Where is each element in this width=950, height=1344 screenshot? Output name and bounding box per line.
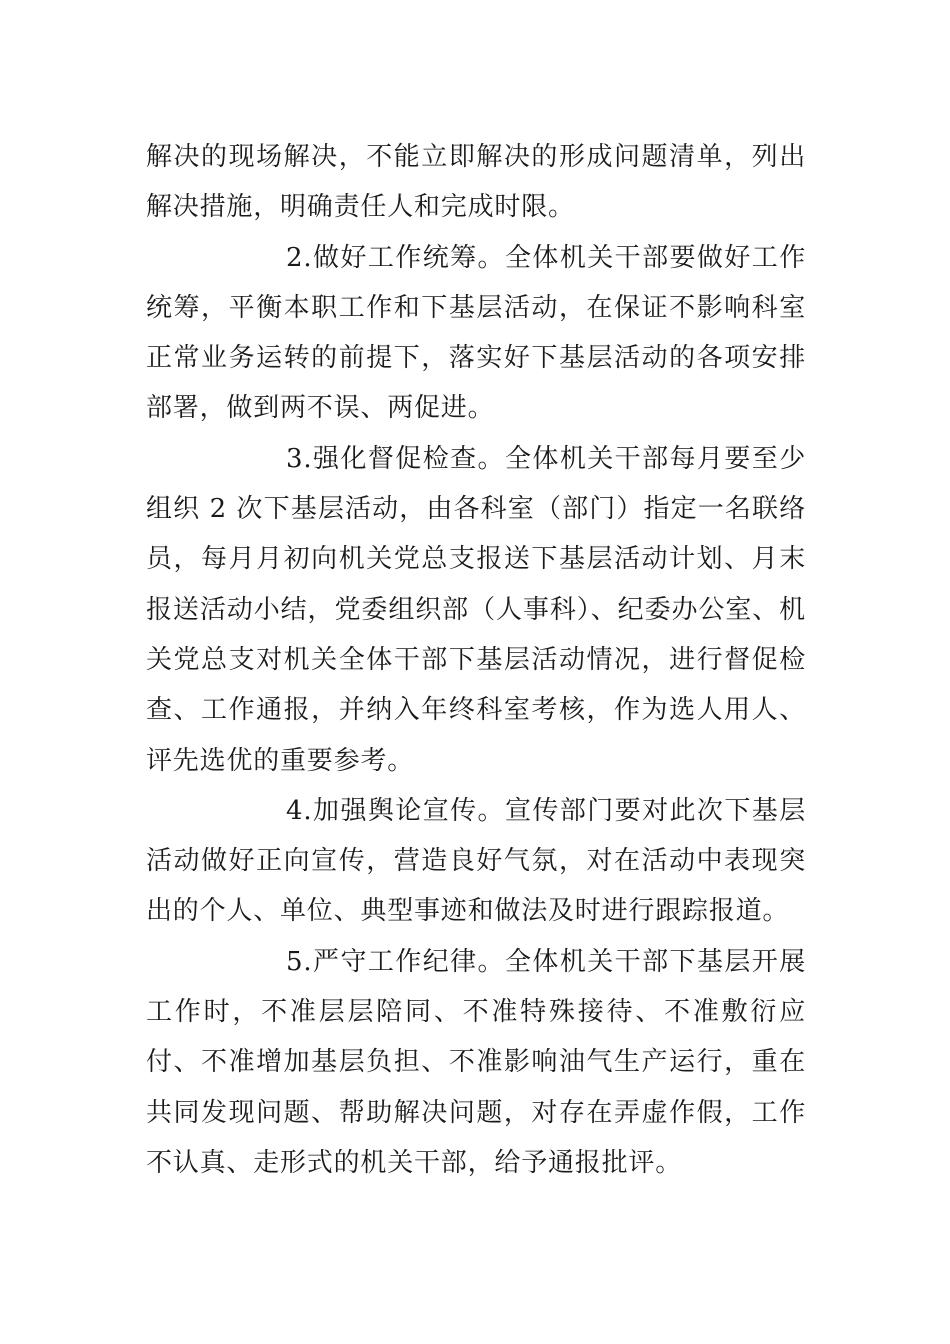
paragraph-work-coordination: 2.做好工作统筹。全体机关干部要做好工作统筹，平衡本职工作和下基层活动，在保证不影响科室正常业务运转的前提下，落实好下基层活动的各项安排部署，做到两不误、两促进。 xyxy=(146,242,806,424)
document-body xyxy=(146,132,806,1188)
paragraph-work-discipline: 5.严守工作纪律。全体机关干部下基层开展工作时，不准层层陪同、不准特殊接待、不准敷衍应付、不准增加基层负担、不准影响油气生产运行，重在共同发现问题、帮助解决问题，对存在弄虚作假，工作不认真、走形式的机关干部，给予通报批评。 xyxy=(146,946,806,1178)
paragraph-publicity: 4.加强舆论宣传。宣传部门要对此次下基层活动做好正向宣传，营造良好气氛，对在活动中表现突出的个人、单位、典型事迹和做法及时进行跟踪报道。 xyxy=(146,795,806,927)
paragraph-supervision-inspection: 3.强化督促检查。全体机关干部每月要至少组织 2 次下基层活动，由各科室（部门）指定一名联络员，每月月初向机关党总支报送下基层活动计划、月末报送活动小结，党委组织部（人事科）、纪委办公室、机关党总支对机关全体干部下基层活动情况，进行督促检查、工作通报，并纳入年终科室考核，作为选人用人、评先选优的重要参考。 xyxy=(146,443,806,776)
paragraph-continuation: 解决的现场解决，不能立即解决的形成问题清单，列出解决措施，明确责任人和完成时限。 xyxy=(146,142,806,223)
